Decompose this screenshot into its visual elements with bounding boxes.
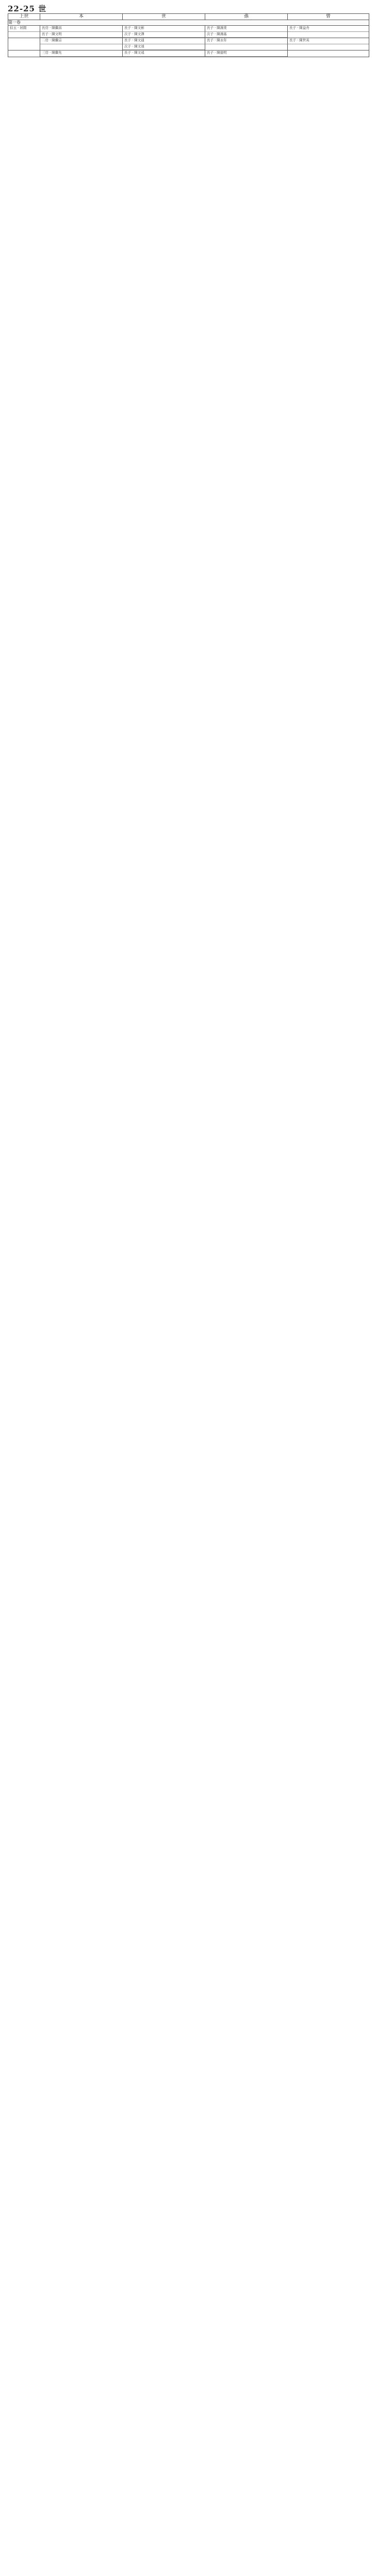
table-cell — [205, 26, 288, 38]
table-cell — [8, 50, 40, 57]
table-row — [8, 26, 369, 38]
person-entry: 長子 · 陳文通 — [123, 38, 205, 44]
table-row — [8, 50, 369, 57]
person-entry: 長子 · 陳德明 — [205, 50, 287, 57]
header-zeng: 曾 — [288, 14, 369, 20]
person-entry: 長子 · 陳永年 — [205, 38, 287, 44]
person-entry: 長子 · 陳文遠 — [123, 50, 205, 57]
person-entry: 長房 · 陳繼昌 — [40, 26, 122, 32]
table-cell — [40, 38, 123, 50]
table-row — [8, 38, 369, 50]
page-title: 22-25 世 — [8, 4, 47, 13]
header-shi: 世 — [123, 14, 205, 20]
table-cell — [205, 50, 288, 57]
table-cell — [40, 50, 123, 57]
header-sun: 孫 — [205, 14, 288, 20]
table-cell — [288, 50, 369, 57]
table-cell — [123, 26, 205, 38]
person-entry: 次子 · 陳文達 — [123, 44, 205, 50]
genealogy-table — [8, 13, 369, 57]
table-cell — [123, 50, 205, 57]
table-cell — [40, 26, 123, 38]
table-cell — [8, 38, 40, 50]
table-cell — [123, 38, 205, 50]
person-entry: 長子 · 陳益舟 — [288, 26, 369, 32]
header-shangshi: 上世 — [8, 14, 40, 20]
generation-label: 第一卷 — [8, 20, 369, 26]
person-entry: 三房 · 陳繼先 — [40, 50, 122, 57]
person-entry: 長子 · 陳文明 — [40, 32, 122, 38]
person-entry: 次子 · 陳鴻基 — [205, 32, 287, 38]
header-ben: 本 — [40, 14, 123, 20]
person-entry: 長子 · 陳鴻業 — [205, 26, 287, 32]
table-cell — [288, 38, 369, 50]
person-entry: 次子 · 陳文澤 — [123, 32, 205, 38]
person-entry: 二房 · 陳繼宗 — [40, 38, 122, 44]
person-entry: 長子 · 陳文彬 — [123, 26, 205, 32]
table-cell — [8, 26, 40, 38]
person-entry: 伯玉 · 居閩 — [8, 26, 40, 32]
table-cell — [205, 38, 288, 50]
table-cell — [288, 26, 369, 38]
person-entry: 長子 · 陳世英 — [288, 38, 369, 44]
